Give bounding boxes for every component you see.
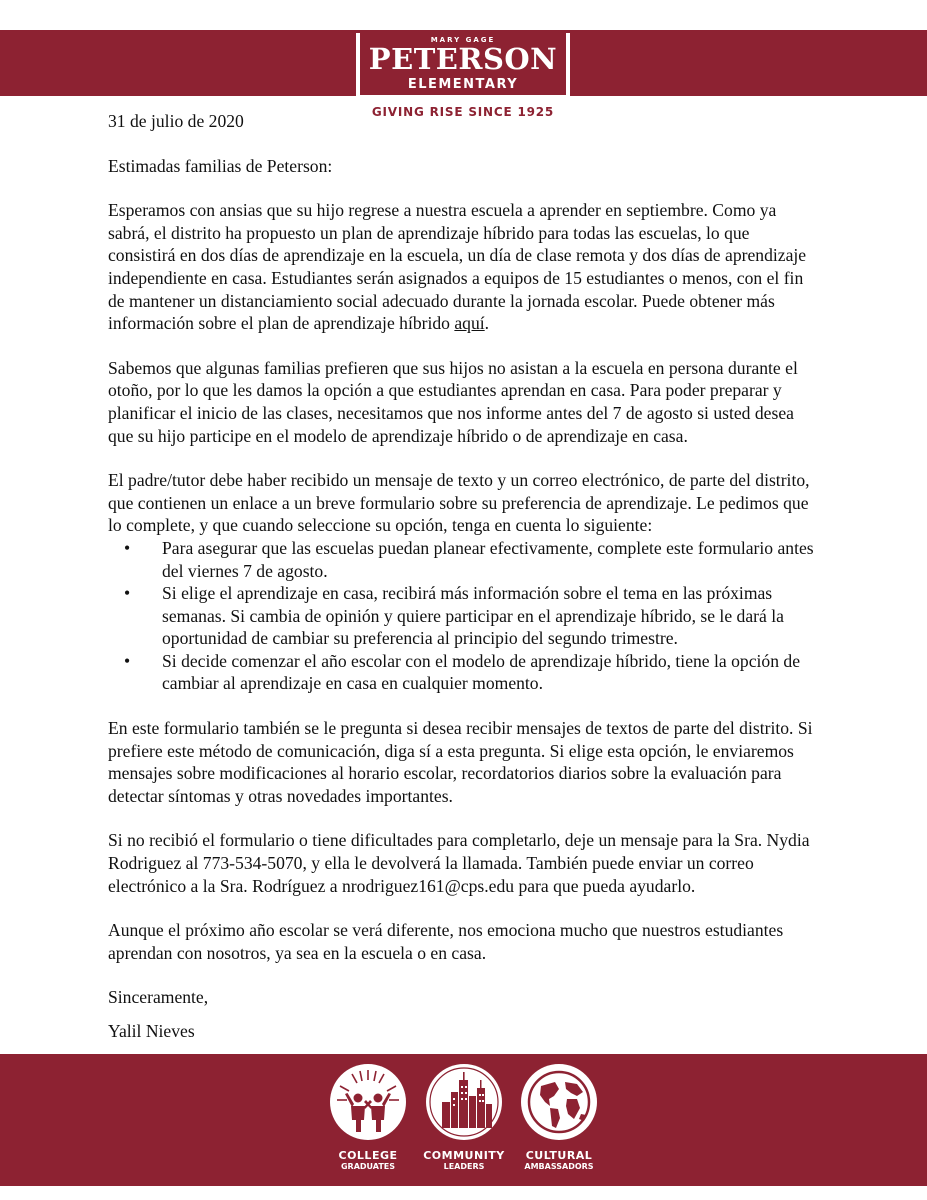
pillar-label-line2: GRADUATES bbox=[340, 1162, 396, 1171]
instructions-list bbox=[108, 537, 818, 695]
logo-small-text: MARY GAGE bbox=[430, 36, 496, 44]
letter-paragraph-2: Sabemos que algunas familias prefieren que sus hijos no asistan a la escuela en persona durante el otoño, por lo que les damos la opción a que estudiantes aprendan en casa. Para poder preparar y planificar el inicio de las clases, necesitamos que nos informe antes del 7 de agosto si usted desea que su hijo participe en el modelo de aprendizaje híbrido o de aprendizaje en casa. bbox=[108, 357, 798, 446]
pillar-label bbox=[513, 1150, 605, 1172]
letter-paragraph-3: El padre/tutor debe haber recibido un mensaje de texto y un correo electrónico, de parte del distrito, que contienen un enlace a un breve formulario sobre su preferencia de aprendizaje. Le pedimos que lo complete, y que cuando seleccione su opción, tenga en cuenta lo siguiente: bbox=[108, 470, 810, 536]
paragraph-1-end: . bbox=[484, 313, 490, 334]
logo-tagline: GIVING RISE SINCE 1925 bbox=[371, 105, 555, 119]
hybrid-plan-link[interactable]: aquí bbox=[454, 313, 485, 334]
pillar-label-line1: CULTURAL bbox=[525, 1149, 593, 1162]
school-logo bbox=[356, 33, 570, 121]
graduates-icon bbox=[328, 1062, 408, 1142]
pillar-cultural-ambassadors bbox=[513, 1062, 605, 1182]
letter-date: 31 de julio de 2020 bbox=[108, 111, 244, 131]
city-skyline-icon bbox=[424, 1062, 504, 1142]
letter-greeting: Estimadas familias de Peterson: bbox=[108, 155, 333, 176]
list-item: • Si elige el aprendizaje en casa, recibirá más información sobre el tema en las próximas semanas. Si cambia de opinión y quiere participar en el aprendizaje híbrido, se le dará la oportunidad de cambiar su preferencia al principio del segundo trimestre. bbox=[162, 582, 818, 650]
logo-box bbox=[360, 33, 566, 95]
letter-paragraph-5: Si no recibió el formulario o tiene dificultades para completarlo, deje un mensaje para la Sra. Nydia Rodriguez al 773-534-5070, y ella le devolverá la llamada. También puede enviar un correo electrónico a la Sra. Rodríguez a nrodriguez161@cps.edu para que pueda ayudarlo. bbox=[108, 830, 810, 896]
pillar-label-line2: LEADERS bbox=[443, 1162, 485, 1171]
pillar-community-leaders bbox=[418, 1062, 510, 1182]
letter-signature: Yalil Nieves bbox=[108, 1021, 195, 1041]
logo-main-text: PETERSON bbox=[368, 42, 558, 76]
pillar-label-line1: COLLEGE bbox=[338, 1149, 398, 1162]
list-item: • Para asegurar que las escuelas puedan planear efectivamente, complete este formulario antes del viernes 7 de agosto. bbox=[162, 537, 818, 582]
letter-closing: Sinceramente, bbox=[108, 987, 209, 1008]
logo-sub-text: ELEMENTARY bbox=[407, 77, 519, 92]
letter-paragraph-6: Aunque el próximo año escolar se verá diferente, nos emociona mucho que nuestros estudiantes aprendan con nosotros, ya sea en la escuela o en casa. bbox=[108, 920, 784, 963]
paragraph-1-text: Esperamos con ansias que su hijo regrese a nuestra escuela a aprender en septiembre. Como ya sabrá, el distrito ha propuesto un plan de aprendizaje híbrido para todas las escuelas, lo que consistirá en dos días de aprendizaje en la escuela, un día de clase remota y dos días de aprendizaje independiente en casa. Estudiantes serán asignados a equipos de 15 estudiantes o menos, con el fin de mantener un distanciamiento social adecuado durante la jornada escolar. Puede obtener más información sobre el plan de aprendizaje híbrido bbox=[108, 200, 807, 334]
globe-icon bbox=[519, 1062, 599, 1142]
pillar-college-graduates bbox=[322, 1062, 414, 1182]
pillar-label bbox=[322, 1150, 414, 1172]
list-item: • Si decide comenzar el año escolar con el modelo de aprendizaje híbrido, tiene la opción de cambiar al aprendizaje en casa en cualquier momento. bbox=[162, 650, 818, 695]
pillar-label bbox=[418, 1150, 510, 1172]
letter-body bbox=[108, 110, 818, 1065]
letter-paragraph-1 bbox=[108, 199, 818, 335]
letter-paragraph-4: En este formulario también se le pregunta si desea recibir mensajes de textos de parte del distrito. Si prefiere este método de comunicación, diga sí a esta pregunta. Si elige esta opción, le enviaremos mensajes sobre modificaciones al horario escolar, recordatorios diarios sobre la evaluación para detectar síntomas y otras novedades importantes. bbox=[108, 718, 813, 806]
pillar-label-line1: COMMUNITY bbox=[423, 1149, 505, 1162]
pillar-label-line2: AMBASSADORS bbox=[524, 1162, 594, 1171]
